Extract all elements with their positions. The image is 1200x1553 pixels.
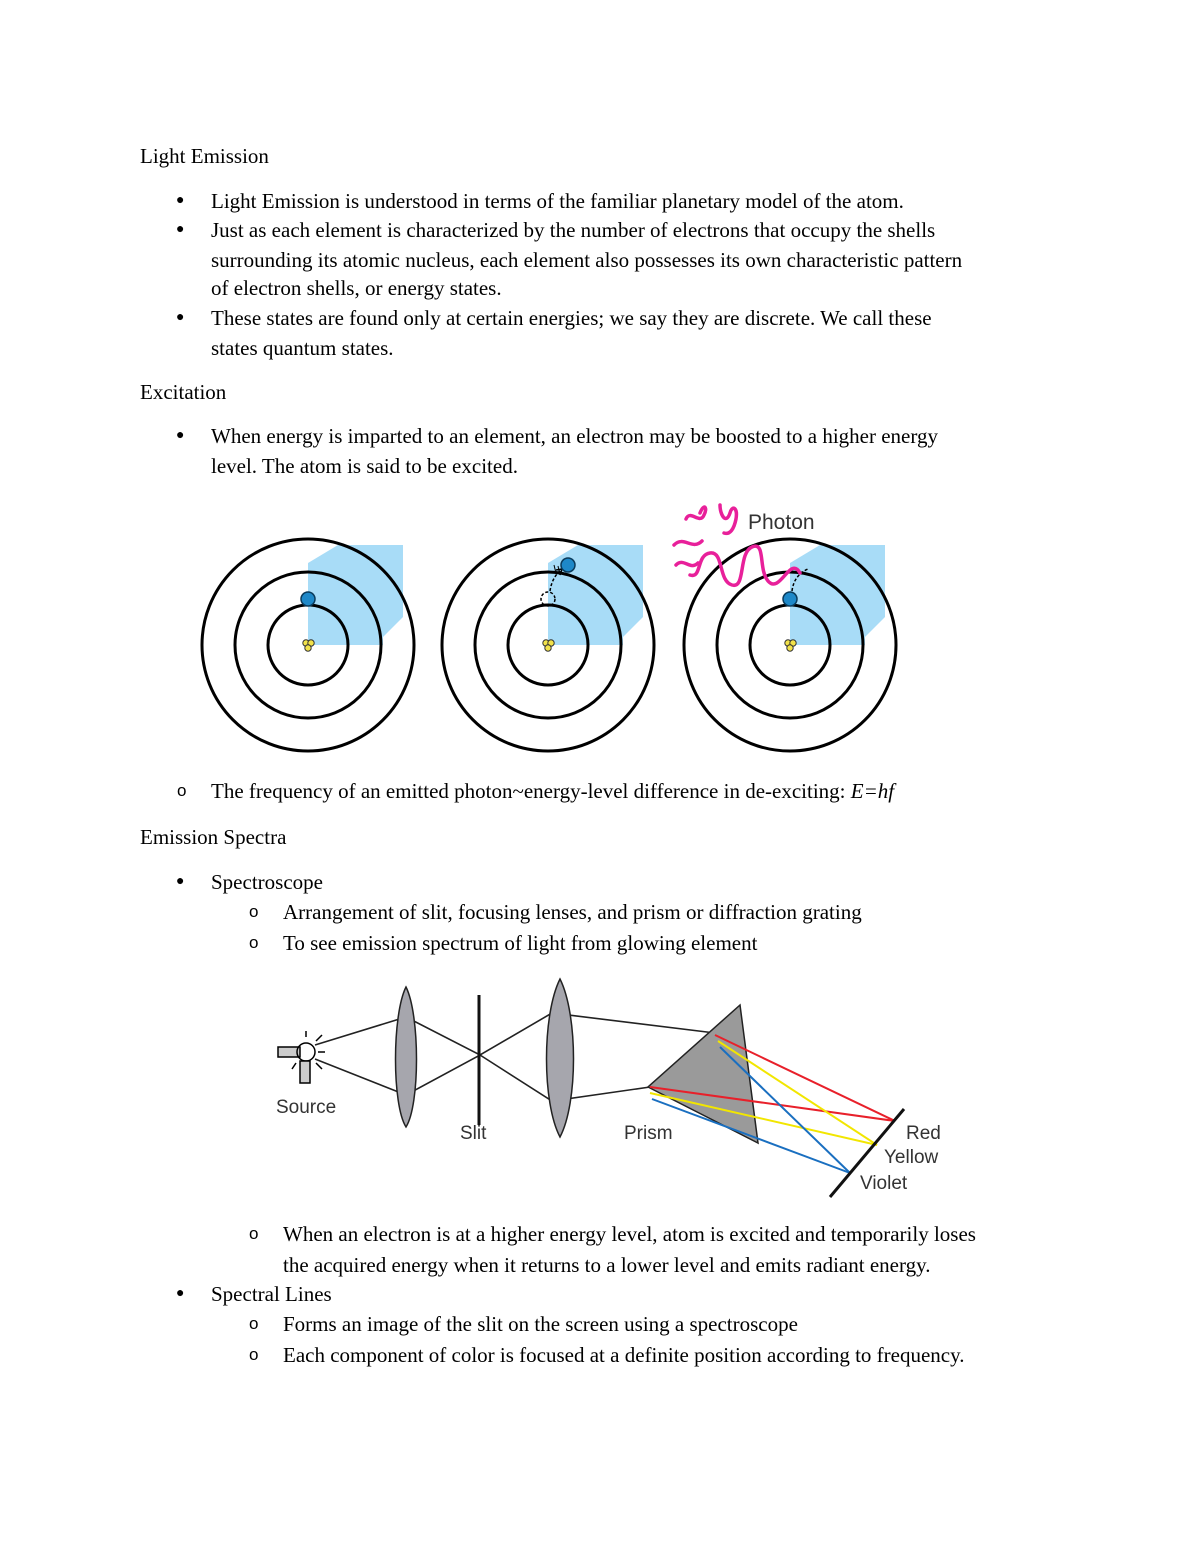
- prism-label: Prism: [624, 1123, 673, 1144]
- photon-label: Photon: [748, 511, 815, 534]
- bullet-mark: ●: [176, 222, 185, 237]
- nucleus: [303, 640, 314, 651]
- sub-bullet-mark: o: [249, 1345, 259, 1364]
- bullet-mark: ●: [176, 1286, 185, 1301]
- paragraph-line: Forms an image of the slit on the screen using a spectroscope: [283, 1312, 798, 1336]
- atom-excitation-figure: [190, 495, 910, 765]
- paragraph-line: the acquired energy when it returns to a lower level and emits radiant energy.: [283, 1253, 931, 1277]
- nucleus: [785, 640, 796, 651]
- light-source-icon: [278, 1031, 325, 1083]
- source-label: Source: [276, 1097, 337, 1118]
- paragraph-line: When an electron is at a higher energy level, atom is excited and temporarily loses: [283, 1222, 976, 1246]
- electron: [561, 558, 575, 572]
- paragraph-line: surrounding its atomic nucleus, each element also possesses its own characteristic pattern: [211, 248, 963, 272]
- electron: [301, 592, 315, 606]
- paragraph-line: These states are found only at certain energies; we say they are discrete. We call these: [211, 306, 932, 330]
- heading-light-emission: Light Emission: [140, 144, 269, 168]
- formula: E=hf: [850, 779, 895, 803]
- focusing-lens-2: [547, 979, 574, 1137]
- sub-bullet-mark: o: [249, 933, 259, 952]
- paragraph-line: Each component of color is focused at a definite position according to frequency.: [283, 1343, 965, 1367]
- sub-bullet-mark: o: [177, 781, 187, 800]
- paragraph-line: of electron shells, or energy states.: [211, 276, 502, 300]
- shell-cutaway: [308, 545, 403, 645]
- spectral-lines-label: Spectral Lines: [211, 1282, 332, 1306]
- paragraph-line: [211, 776, 894, 806]
- yellow-label: Yellow: [884, 1147, 939, 1168]
- bullet-mark: ●: [176, 310, 185, 325]
- heading-excitation: Excitation: [140, 380, 227, 404]
- bullet-mark: ●: [176, 874, 185, 889]
- sub-bullet-mark: o: [249, 1224, 259, 1243]
- spectroscope-figure: [270, 975, 950, 1205]
- shell-cutaway: [790, 545, 885, 645]
- violet-label: Violet: [860, 1173, 908, 1194]
- paragraph-line: When energy is imparted to an element, an electron may be boosted to a higher energy: [211, 424, 938, 448]
- atom-ground-state: [202, 539, 414, 751]
- electron: [783, 592, 797, 606]
- sub-bullet-mark: o: [249, 902, 259, 921]
- spectroscope-label: Spectroscope: [211, 870, 323, 894]
- paragraph-line: Just as each element is characterized by the number of electrons that occupy the shells: [211, 218, 936, 242]
- heading-emission-spectra: Emission Spectra: [140, 825, 287, 849]
- sub-bullet-mark: o: [249, 1314, 259, 1333]
- bullet-mark: ●: [176, 193, 185, 208]
- frequency-statement: The frequency of an emitted photon~energy-level difference in de-exciting:: [211, 779, 851, 803]
- yellow-ray: [650, 1093, 877, 1145]
- paragraph-line: Arrangement of slit, focusing lenses, and prism or diffraction grating: [283, 900, 862, 924]
- paragraph-line: Light Emission is understood in terms of the familiar planetary model of the atom.: [211, 189, 904, 213]
- atom-excited-state: [442, 539, 654, 751]
- red-label: Red: [906, 1123, 941, 1144]
- paragraph-line: states quantum states.: [211, 336, 394, 360]
- focusing-lens-1: [396, 987, 417, 1127]
- paragraph-line: To see emission spectrum of light from glowing element: [283, 931, 758, 955]
- slit-label: Slit: [460, 1123, 487, 1144]
- bullet-mark: ●: [176, 428, 185, 443]
- paragraph-line: level. The atom is said to be excited.: [211, 454, 518, 478]
- nucleus: [543, 640, 554, 651]
